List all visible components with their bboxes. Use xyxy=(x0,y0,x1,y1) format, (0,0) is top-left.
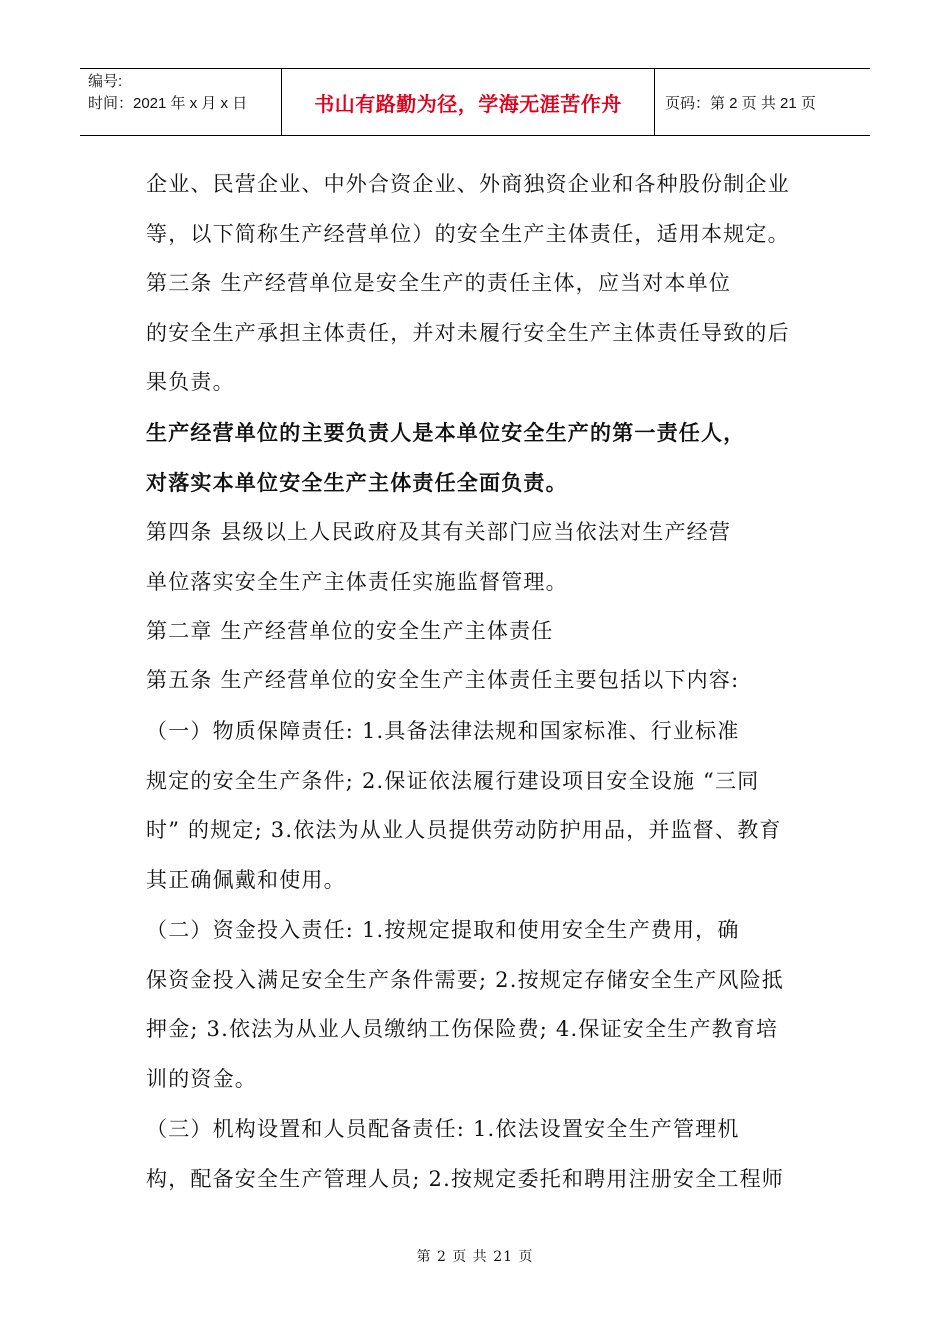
text-line: 的安全生产承担主体责任，并对未履行安全生产主体责任导致的后 xyxy=(146,320,790,345)
text-line: 企业、民营企业、中外合资企业、外商独资企业和各种股份制企业 xyxy=(146,172,790,196)
text-line: （二）资金投入责任: 1.按规定提取和使用安全生产费用，确 xyxy=(146,918,740,942)
text-line: 生产经营单位的主要负责人是本单位安全生产的第一责任人， xyxy=(146,421,746,445)
article-3-bold-paragraph xyxy=(146,409,806,508)
header-page-info: 页码：第 2 页 共 21 页 xyxy=(665,94,816,112)
text-line: 保资金投入满足安全生产条件需要; 2.按规定存储安全生产风险抵 xyxy=(146,967,784,992)
article-3 xyxy=(146,259,806,408)
text-line: 其正确佩戴和使用。 xyxy=(146,867,346,892)
clause-2 xyxy=(146,906,806,1104)
article-4 xyxy=(146,508,806,607)
header-motto: 书山有路勤为径，学海无涯苦作舟 xyxy=(282,69,655,135)
text-line: 训的资金。 xyxy=(146,1066,257,1091)
document-header xyxy=(80,68,870,136)
text-line: （三）机构设置和人员配备责任: 1.依法设置安全生产管理机 xyxy=(146,1117,740,1141)
text-line: 押金; 3.依法为从业人员缴纳工伤保险费; 4.保证安全生产教育培 xyxy=(146,1017,779,1041)
paragraph-continuation xyxy=(146,160,806,259)
text-line: 第五条 生产经营单位的安全生产主体责任主要包括以下内容: xyxy=(146,668,740,692)
chapter-title: 第二章 生产经营单位的安全生产主体责任 xyxy=(146,619,554,643)
text-line: 构，配备安全生产管理人员; 2.按规定委托和聘用注册安全工程师 xyxy=(146,1166,784,1191)
text-line: 第三条 生产经营单位是安全生产的责任主体，应当对本单位 xyxy=(146,271,732,295)
chapter-heading xyxy=(146,607,806,657)
serial-number-label: 编号: xyxy=(88,73,123,90)
text-line: （一）物质保障责任: 1.具备法律法规和国家标准、行业标准 xyxy=(146,719,740,743)
clause-3 xyxy=(146,1105,806,1204)
header-meta xyxy=(80,69,282,135)
date-label: 时间：2021 年 x 月 x 日 xyxy=(88,95,248,112)
text-line: 时” 的规定; 3.依法为从业人员提供劳动防护用品，并监督、教育 xyxy=(146,818,782,842)
text-line: 第四条 县级以上人民政府及其有关部门应当依法对生产经营 xyxy=(146,520,732,544)
text-line: 果负责。 xyxy=(146,370,235,394)
page-footer: 第 2 页 共 21 页 xyxy=(416,1249,534,1265)
text-line: 单位落实安全生产主体责任实施监督管理。 xyxy=(146,569,568,594)
text-line: 规定的安全生产条件; 2.保证依法履行建设项目安全设施 “三同 xyxy=(146,768,760,793)
text-line: 等，以下简称生产经营单位）的安全生产主体责任，适用本规定。 xyxy=(146,221,790,246)
text-line: 对落实本单位安全生产主体责任全面负责。 xyxy=(146,470,568,495)
article-5 xyxy=(146,656,806,706)
clause-1 xyxy=(146,707,806,905)
